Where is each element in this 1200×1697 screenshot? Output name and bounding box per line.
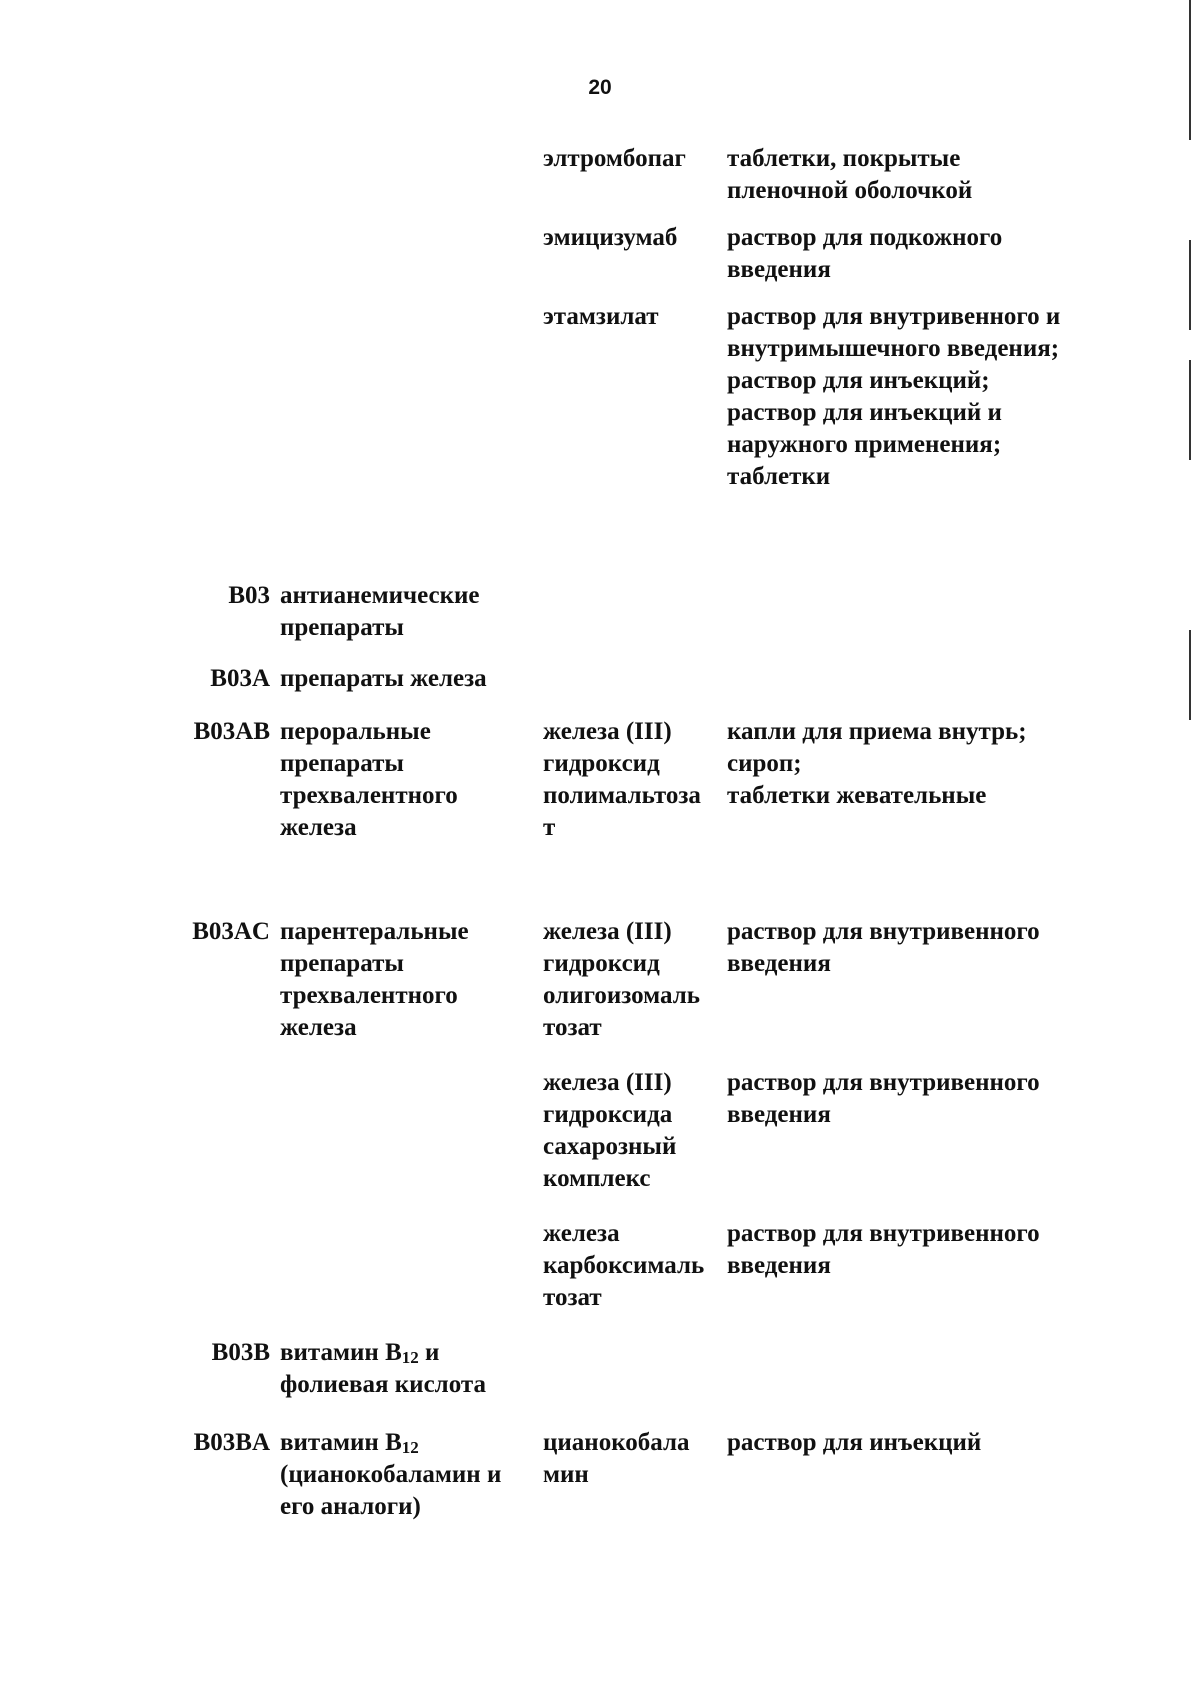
inn-cell: этамзилат: [543, 303, 659, 330]
inn-cell: железа (III) гидроксид олигоизомаль тозат: [543, 918, 700, 1041]
atc-code-cell: B03AC: [192, 918, 270, 945]
dosage-form-cell: раствор для внутривенного введения: [727, 1220, 1040, 1279]
dosage-form-cell: раствор для инъекций: [727, 1429, 982, 1456]
dosage-form-cell: раствор для внутривенного введения: [727, 918, 1040, 977]
scan-edge-line: [1189, 360, 1191, 460]
atc-code-cell: B03A: [210, 665, 270, 692]
subscript-number: 12: [401, 1348, 419, 1367]
group-name-cell: [280, 1337, 486, 1401]
inn-cell: эмицизумаб: [543, 224, 678, 251]
inn-cell: железа (III) гидроксида сахарозный комплекс: [543, 1069, 677, 1192]
scan-edge-line: [1189, 630, 1191, 720]
subscript-number: 12: [401, 1438, 419, 1457]
dosage-form-cell: таблетки, покрытые пленочной оболочкой: [727, 145, 973, 204]
group-name-text: (цианокобаламин и его аналоги): [280, 1461, 502, 1520]
dosage-form-cell: раствор для подкожного введения: [727, 224, 1003, 283]
page-number: 20: [588, 76, 612, 99]
inn-cell: железа (III) гидроксид полимальтоза т: [543, 718, 701, 841]
group-name-text: витамин B: [280, 1339, 402, 1366]
dosage-form-cell: раствор для внутривенного и внутримышечного введения; раствор для инъекций; раствор для инъекций и наружного применения; таблетки: [727, 303, 1061, 490]
group-name-cell: парентеральные препараты трехвалентного железа: [280, 918, 469, 1041]
group-name-text: и: [418, 1339, 440, 1366]
group-name-cell: [280, 1427, 501, 1523]
group-name-text: фолиевая кислота: [280, 1371, 486, 1398]
group-name-cell: препараты железа: [280, 665, 487, 692]
group-name-cell: антианемические препараты: [280, 582, 480, 641]
group-name-text: витамин B: [280, 1429, 402, 1456]
dosage-form-cell: раствор для внутривенного введения: [727, 1069, 1040, 1128]
dosage-form-cell: капли для приема внутрь; сироп; таблетки жевательные: [727, 718, 1027, 809]
atc-code-cell: B03B: [211, 1339, 270, 1366]
scan-edge-line: [1189, 0, 1191, 140]
atc-code-cell: B03AB: [193, 718, 270, 745]
inn-cell: цианокобала мин: [543, 1429, 690, 1488]
atc-code-cell: B03BA: [193, 1429, 270, 1456]
inn-cell: элтромбопаг: [543, 145, 686, 172]
scan-edge-line: [1189, 240, 1191, 330]
inn-cell: железа карбоксималь тозат: [543, 1220, 705, 1311]
group-name-cell: пероральные препараты трехвалентного железа: [280, 718, 458, 841]
atc-code-cell: B03: [228, 582, 270, 609]
